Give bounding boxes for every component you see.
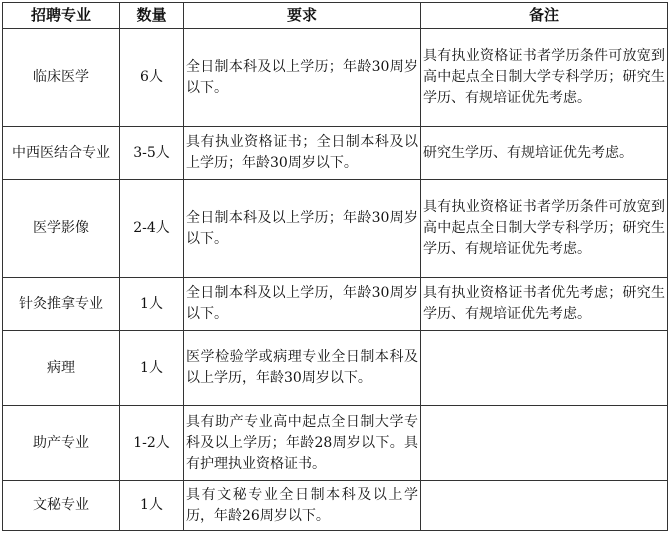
cell-notes xyxy=(421,481,668,531)
table-row xyxy=(3,406,668,481)
header-requirements: 要求 xyxy=(184,3,421,29)
cell-major: 病理 xyxy=(3,331,120,406)
cell-requirements: 具有文秘专业全日制本科及以上学历，年龄26周岁以下。 xyxy=(184,481,421,531)
cell-major: 中西医结合专业 xyxy=(3,127,120,180)
cell-requirements: 具有执业资格证书；全日制本科及以上学历；年龄30周岁以下。 xyxy=(184,127,421,180)
cell-requirements: 全日制本科及以上学历；年龄30周岁以下。 xyxy=(184,180,421,278)
cell-notes: 研究生学历、有规培证优先考虑。 xyxy=(421,127,668,180)
cell-count: 1人 xyxy=(120,481,184,531)
cell-major: 医学影像 xyxy=(3,180,120,278)
table-row xyxy=(3,127,668,180)
table-row xyxy=(3,331,668,406)
cell-count: 3-5人 xyxy=(120,127,184,180)
table-header-row xyxy=(3,3,668,29)
cell-count: 2-4人 xyxy=(120,180,184,278)
table-row xyxy=(3,180,668,278)
cell-notes: 具有执业资格证书者优先考虑；研究生学历、有规培证优先考虑。 xyxy=(421,278,668,331)
cell-major: 临床医学 xyxy=(3,29,120,127)
header-count: 数量 xyxy=(120,3,184,29)
cell-major: 助产专业 xyxy=(3,406,120,481)
cell-requirements: 全日制本科及以上学历；年龄30周岁以下。 xyxy=(184,29,421,127)
recruitment-table xyxy=(2,2,668,531)
cell-major: 针灸推拿专业 xyxy=(3,278,120,331)
cell-major: 文秘专业 xyxy=(3,481,120,531)
table-row xyxy=(3,278,668,331)
cell-count: 1人 xyxy=(120,278,184,331)
cell-notes: 具有执业资格证书者学历条件可放宽到高中起点全日制大学专科学历；研究生学历、有规培证优先考虑。 xyxy=(421,29,668,127)
table-row xyxy=(3,29,668,127)
cell-requirements: 全日制本科及以上学历，年龄30周岁以下。 xyxy=(184,278,421,331)
cell-requirements: 医学检验学或病理专业全日制本科及以上学历，年龄30周岁以下。 xyxy=(184,331,421,406)
cell-notes xyxy=(421,331,668,406)
cell-requirements: 具有助产专业高中起点全日制大学专科及以上学历；年龄28周岁以下。具有护理执业资格证书。 xyxy=(184,406,421,481)
cell-count: 1-2人 xyxy=(120,406,184,481)
table-row xyxy=(3,481,668,531)
cell-notes: 具有执业资格证书者学历条件可放宽到高中起点全日制大学专科学历；研究生学历、有规培证优先考虑。 xyxy=(421,180,668,278)
cell-count: 1人 xyxy=(120,331,184,406)
header-major: 招聘专业 xyxy=(3,3,120,29)
header-notes: 备注 xyxy=(421,3,668,29)
cell-notes xyxy=(421,406,668,481)
cell-count: 6人 xyxy=(120,29,184,127)
